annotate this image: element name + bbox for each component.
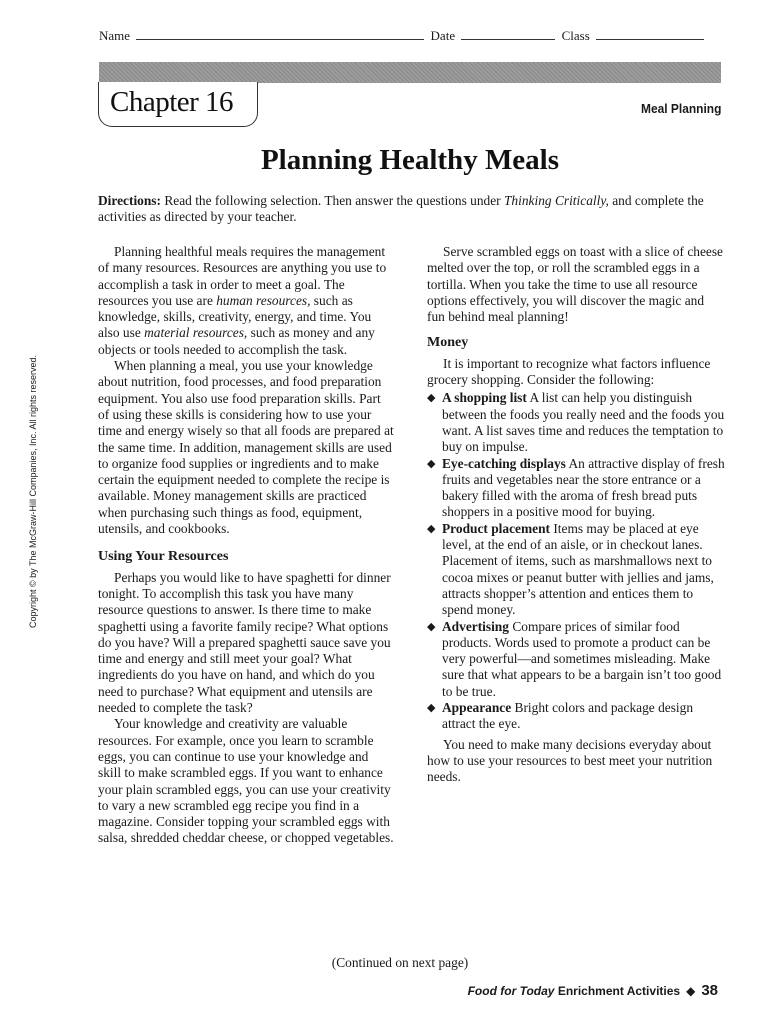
diamond-bullet-icon: ◆ [427, 457, 436, 470]
directions-text-2: and complete the activities as directed by your teacher. [98, 193, 704, 224]
diamond-bullet-icon: ◆ [427, 522, 436, 535]
list-item: ◆ Eye-catching displays An attractive display of fresh fruits and vegetables near the store entrance or a bakery filled with the aroma of fresh bread puts shoppers in a positive mood for buying. [427, 455, 725, 520]
paragraph: Serve scrambled eggs on toast with a slice of cheese melted over the top, or roll the scrambled eggs in a tortilla. When you take the time to use all resource options effectively, you will discover the magic and fun behind meal planning! [427, 244, 723, 325]
chapter-topic: Meal Planning [640, 101, 721, 116]
class-blank [596, 29, 704, 40]
student-info-line [99, 28, 719, 44]
left-column [98, 244, 394, 847]
list-item: ◆ Product placement Items may be placed at eye level, at the end of an aisle, or in checkout lanes. Placement of items, such as marshmallows next to cocoa mixes or peanut butter with jellies and jams, attracts shopper’s attention and entices them to spend money. [427, 520, 714, 618]
paragraph: Perhaps you would like to have spaghetti for dinner tonight. To accomplish this task you have many resource questions to answer. Is there time to make spaghetti using a favorite family recipe? What options do you have? Will a prepared spaghetti sauce save you time and energy and still meet your goal? What ingredients do you have on hand, and which do you need to purchase? What equipment and utensils are needed to complete the task? [98, 569, 391, 716]
paragraph: You need to make many decisions everyday about how to use your resources to best meet your nutrition needs. [427, 736, 713, 785]
chapter-title: Chapter 16 [110, 86, 234, 118]
copyright-notice: Copyright © by The McGraw-Hill Companies, Inc. All rights reserved. [28, 354, 38, 628]
paragraph: When planning a meal, you use your knowledge about nutrition, food processes, and food preparation equipment. You also use food preparation skills. Part of using these skills is considering how to use your time and energy wisely so that all foods are prepared at the same time. In addition, management skills are used to organize food supplies or ingredients and to make certain the equipment needed to complete the recipe is available. Money management skills are practiced when purchasing such things as food, equipment, utensils, and cookbooks. [98, 358, 394, 537]
diamond-separator-icon: ◆ [686, 984, 696, 998]
date-label: Date [430, 28, 456, 43]
factor-list [427, 390, 725, 732]
diamond-bullet-icon: ◆ [427, 620, 436, 633]
date-blank [461, 29, 555, 40]
page-title: Planning Healthy Meals [260, 144, 560, 176]
page-number: 38 [701, 982, 718, 999]
name-blank [136, 29, 424, 40]
book-title: Food for Today [467, 984, 555, 998]
continued-note: (Continued on next page) [331, 955, 469, 970]
page-footer [468, 982, 718, 999]
header-pattern-bar [99, 62, 721, 83]
directions-italic: Thinking Critically, [503, 193, 609, 208]
book-subtitle: Enrichment Activities [554, 984, 681, 998]
directions-text-1: Read the following selection. Then answer the questions under [160, 193, 504, 208]
right-column [427, 244, 725, 786]
diamond-bullet-icon: ◆ [427, 702, 436, 715]
paragraph: Planning healthful meals requires the management of many resources. Resources are anything you use to accomplish a task in order to meet a goal. The resources you use are human resources, such as knowledge, skills, creativity, energy, and time. You also use material resources, such as money and any objects or tools needed to accomplish the task. [98, 244, 387, 357]
class-label: Class [561, 28, 590, 43]
name-label: Name [99, 28, 131, 43]
list-item: ◆ A shopping list A list can help you distinguish between the foods you really need and the foods you want. A list saves time and reduces the temptation to buy on impulse. [427, 390, 725, 455]
section-heading: Money [427, 335, 469, 351]
list-item: ◆ Appearance Bright colors and package design attract the eye. [427, 700, 694, 732]
section-heading: Using Your Resources [98, 549, 229, 565]
list-item: ◆ Advertising Compare prices of similar food products. Words used to promote a product can be very powerful—and sometimes misleading. Make sure that what appears to be a bargain isn’t too good to be true. [427, 618, 722, 699]
paragraph: It is important to recognize what factors influence grocery shopping. Consider the following: [427, 355, 711, 388]
paragraph: Your knowledge and creativity are valuable resources. For example, once you learn to scramble eggs, you can continue to use your knowledge and skill to make scrambled eggs. If you want to enhance your plain scrambled eggs, you can use your creativity to vary a new scrambled egg recipe you find in a magazine. Consider topping your scrambled eggs with salsa, shredded cheddar cheese, or chopped vegetables. [98, 716, 394, 846]
directions-label: Directions: [98, 193, 161, 208]
diamond-bullet-icon: ◆ [427, 392, 436, 405]
directions [98, 193, 723, 225]
